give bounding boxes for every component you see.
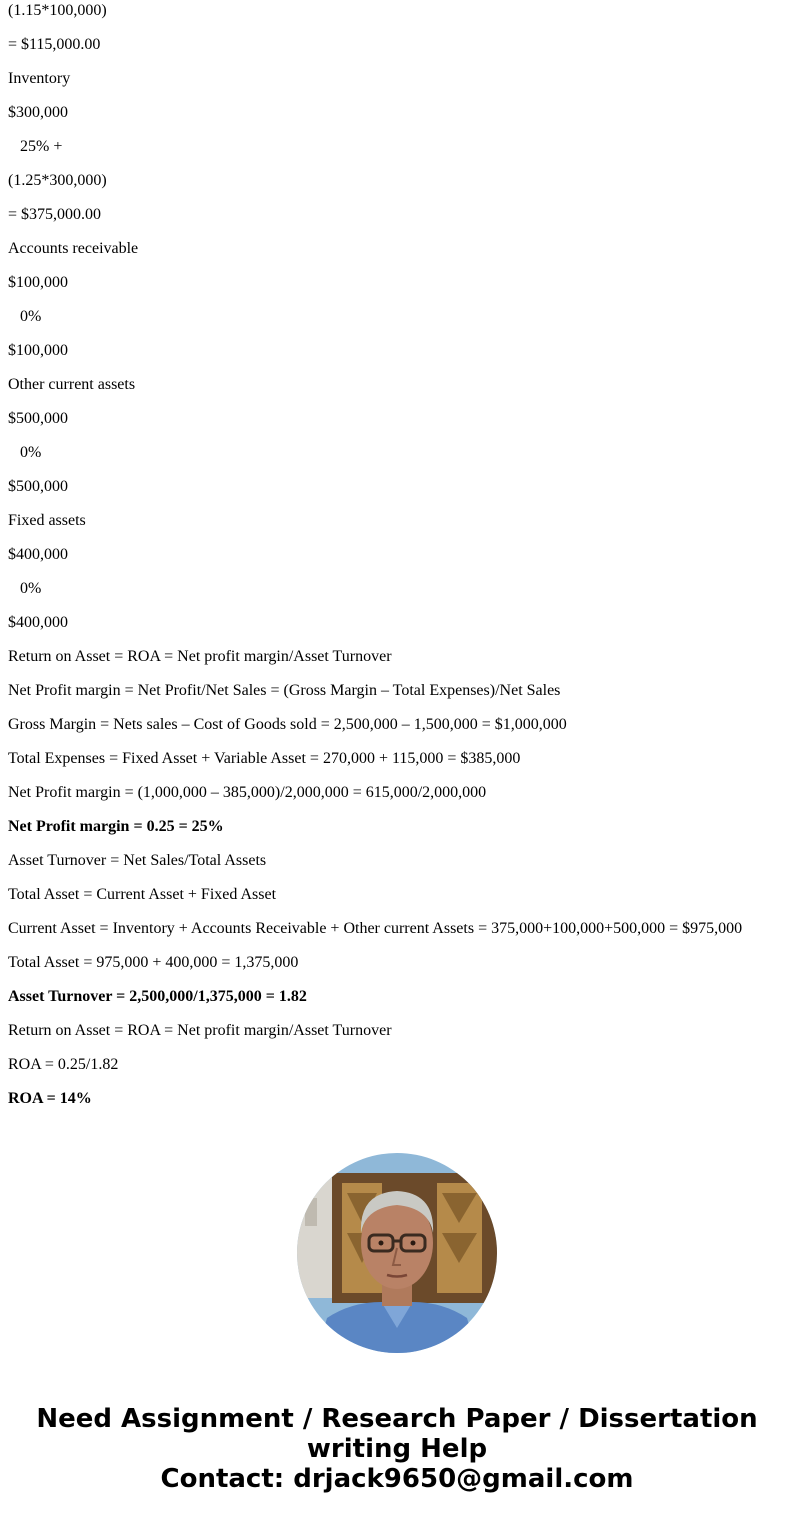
- text-line: 0%: [8, 580, 42, 597]
- author-photo: [297, 1153, 497, 1353]
- promo-line-1: Need Assignment / Research Paper / Dissertation: [36, 1404, 758, 1434]
- text-line: 25% +: [8, 138, 63, 155]
- text-line: $500,000: [8, 410, 68, 427]
- text-line: (1.25*300,000): [8, 172, 107, 189]
- result-line: Net Profit margin = 0.25 = 25%: [8, 818, 224, 835]
- text-line: $100,000: [8, 342, 68, 359]
- text-line: = $375,000.00: [8, 206, 102, 223]
- text-line: 0%: [8, 308, 42, 325]
- text-line: Return on Asset = ROA = Net profit margin/Asset Turnover: [8, 1022, 392, 1039]
- text-line: (1.15*100,000): [8, 2, 107, 19]
- text-line: Asset Turnover = Net Sales/Total Assets: [8, 852, 267, 869]
- text-line: = $115,000.00: [8, 36, 101, 53]
- text-line: Current Asset = Inventory + Accounts Receivable + Other current Assets = 375,000+100,000+500,000 = $975,000: [8, 920, 743, 937]
- promo-line-2: writing Help: [306, 1434, 488, 1464]
- text-line: Gross Margin = Nets sales – Cost of Goods sold = 2,500,000 – 1,500,000 = $1,000,000: [8, 716, 567, 733]
- promo-contact: Contact: drjack9650@gmail.com: [160, 1464, 634, 1494]
- text-line: Total Asset = 975,000 + 400,000 = 1,375,000: [8, 954, 299, 971]
- text-line: $500,000: [8, 478, 68, 495]
- text-line: Net Profit margin = Net Profit/Net Sales = (Gross Margin – Total Expenses)/Net Sales: [8, 682, 561, 699]
- text-line: Total Expenses = Fixed Asset + Variable Asset = 270,000 + 115,000 = $385,000: [8, 750, 521, 767]
- text-line: Fixed assets: [8, 512, 86, 529]
- text-line: Accounts receivable: [8, 240, 139, 257]
- text-line: $300,000: [8, 104, 68, 121]
- result-line: Asset Turnover = 2,500,000/1,375,000 = 1.82: [8, 988, 307, 1005]
- text-line: $100,000: [8, 274, 68, 291]
- text-line: Total Asset = Current Asset + Fixed Asset: [8, 886, 277, 903]
- text-line: ROA = 0.25/1.82: [8, 1056, 119, 1073]
- text-line: 0%: [8, 444, 42, 461]
- result-line: ROA = 14%: [8, 1090, 92, 1107]
- text-line: $400,000: [8, 614, 68, 631]
- text-line: Inventory: [8, 70, 71, 87]
- text-line: $400,000: [8, 546, 68, 563]
- solution-text: [8, 0, 788, 1122]
- text-line: Net Profit margin = (1,000,000 – 385,000)/2,000,000 = 615,000/2,000,000: [8, 784, 487, 801]
- promo-banner: [0, 1404, 794, 1494]
- text-line: Other current assets: [8, 376, 136, 393]
- text-line: Return on Asset = ROA = Net profit margin/Asset Turnover: [8, 648, 392, 665]
